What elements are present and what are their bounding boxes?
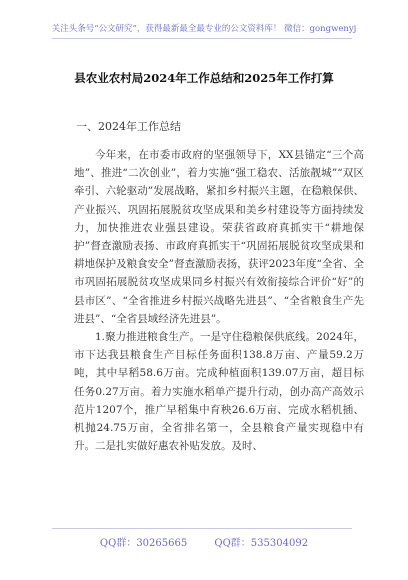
document-body <box>74 146 364 455</box>
document-title: 县农业农村局2024年工作总结和2025年工作打算 <box>74 71 334 85</box>
section-heading: 一、2024年工作总结 <box>76 120 181 133</box>
qq-group-2: QQ群：535304092 <box>214 538 309 549</box>
paragraph-grain-production: 1.聚力推进粮食生产。一是守住稳粮保供底线。2024年，市下达我县粮食生产目标任务面积138.8万亩、产量59.2万吨，其中早稻58.6万亩。完成种植面积139.07万亩，超目标任务0.27万亩。着力实施水稻单产提升行动，创办高产高效示范片1207个，推广早稻集中育秧26.6万亩、完成水稻机插、机抛24.75万亩，全省排名第一，全县粮食产量实现稳中有升。二是扎实做好惠农补贴发放。及时、 <box>74 331 364 453</box>
promo-banner: 关注头条号“公文研究”，获得最新最全最专业的公文资料库！ 微信：gongwenyj <box>51 24 357 34</box>
footer-banner <box>0 534 408 549</box>
footer-divider <box>52 528 352 529</box>
qq-group-1: QQ群：30265665 <box>99 538 188 549</box>
header-divider <box>52 38 352 39</box>
paragraph-intro: 今年来，在市委市政府的坚强领导下，XX县锚定“三个高地”、推进“二次创业”，着力实施“强工稳农、活旅靓城”“双区牵引、六轮驱动”发展战略，紧扣乡村振兴主题，在稳粮保供、产业振兴、巩固拓展脱贫攻坚成果和美乡村建设等方面持续发力，加快推进农业强县建设。荣获省政府真抓实干“耕地保护”督查激励表扬、市政府真抓实干“巩固拓展脱贫攻坚成果和耕地保护及粮食安全”督查激励表扬，获评2023年度“全省、全市巩固拓展脱贫攻坚成果同乡村振兴有效衔接综合评价“好”的县市区”、“全省推进乡村振兴战略先进县”、“全省粮食生产先进县”、“全省县域经济先进县”。 <box>74 149 364 325</box>
